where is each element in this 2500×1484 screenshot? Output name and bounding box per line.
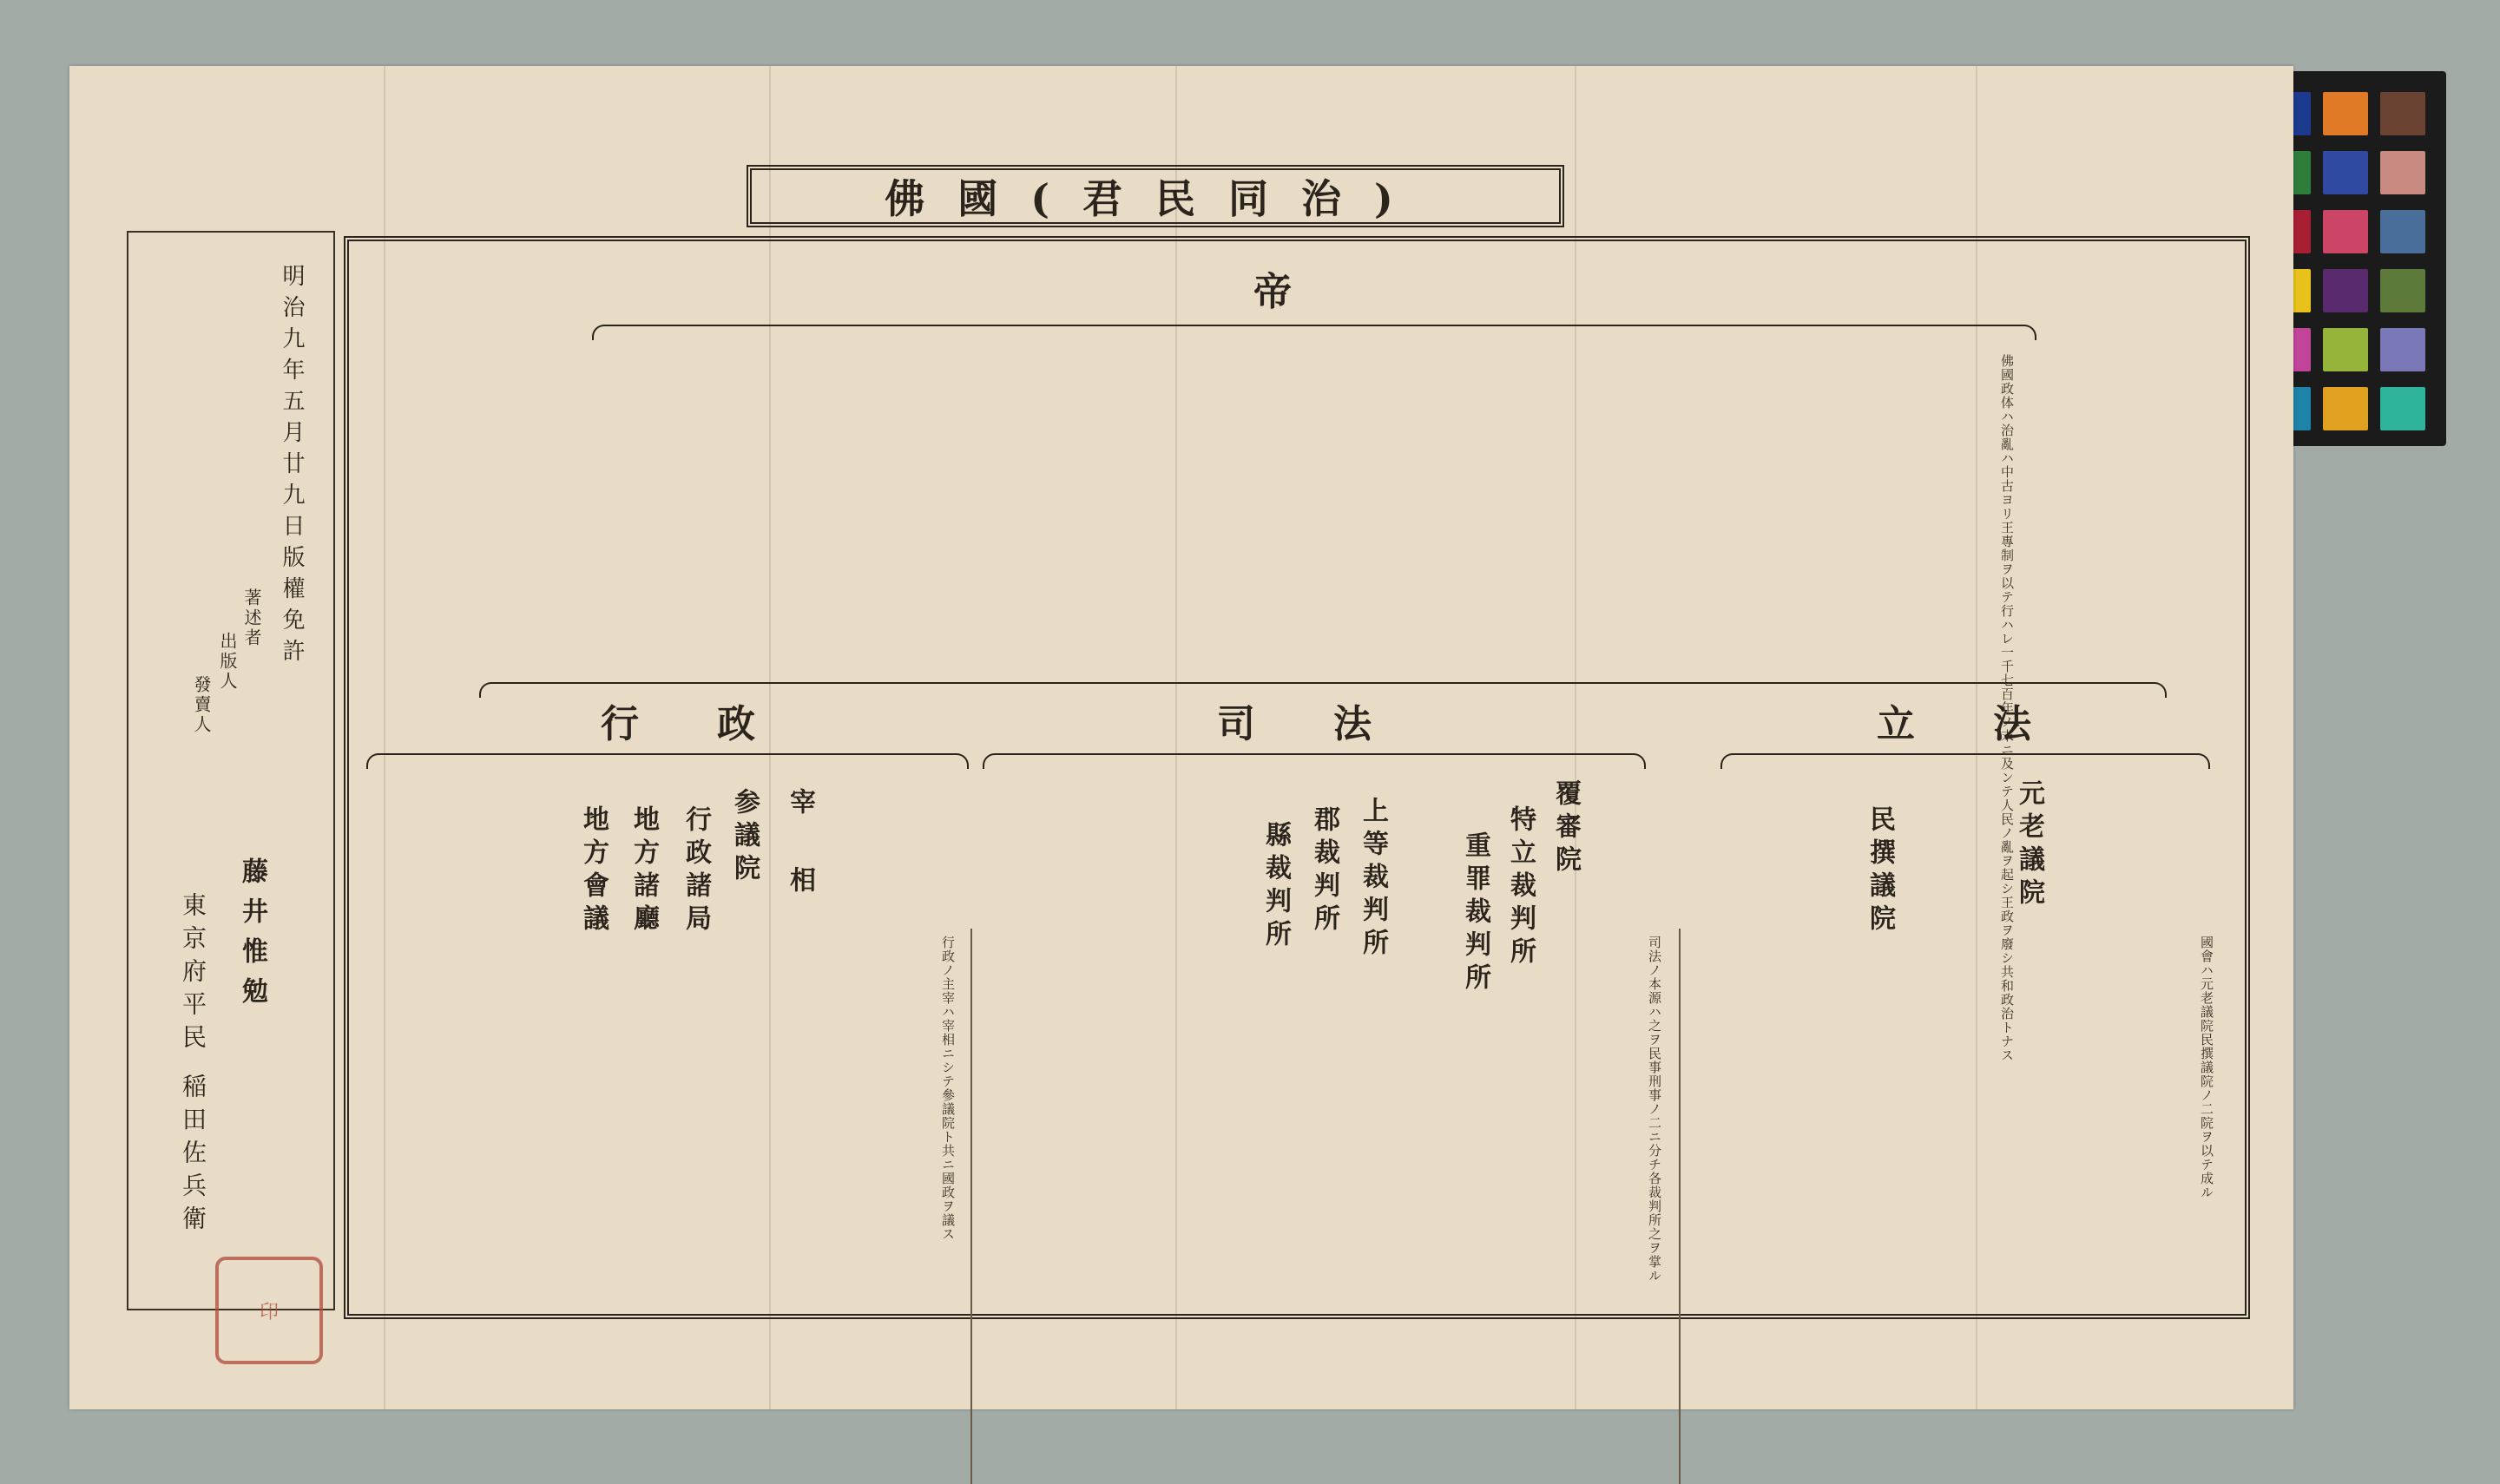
color-swatch: [2323, 210, 2368, 253]
inst-court-cassation: 覆審院: [1550, 779, 1581, 878]
section-divider: [1679, 929, 1681, 1484]
role-author: 著述者: [241, 588, 262, 648]
color-swatch: [2323, 387, 2368, 430]
branch-judicial: 司法: [1217, 702, 1450, 746]
inst-senate: 元老議院: [2014, 779, 2044, 911]
publication-panel: [127, 231, 335, 1323]
color-swatch: [2380, 151, 2425, 194]
publisher-name: 東京府平民 稲田佐兵衛: [179, 892, 207, 1238]
document-title: 佛國(君民同治): [885, 175, 1426, 222]
red-seal-stamp: 印: [215, 1257, 323, 1364]
inst-prime-minister: 宰相: [785, 788, 815, 944]
branch-legislative: 立法: [1877, 702, 2109, 746]
legislative-description: 國會ハ元老議院民撰議院ノ二院ヲ以テ成ル: [2199, 936, 2214, 1199]
inst-high-court: 上等裁判所: [1358, 797, 1388, 962]
color-swatch: [2323, 151, 2368, 194]
executive-description: 行政ノ主宰ハ宰相ニシテ參議院ト共ニ國政ヲ議ス: [940, 936, 956, 1241]
inst-local-offices: 地方諸廳: [628, 805, 659, 937]
color-swatch: [2380, 269, 2425, 312]
publication-date: 明治九年五月廿九日版權免許: [279, 264, 305, 670]
color-swatch: [2380, 328, 2425, 371]
inst-special-court: 特立裁判所: [1505, 805, 1536, 970]
color-swatch: [2323, 328, 2368, 371]
executive-bracket: [366, 753, 969, 769]
color-swatch: [2380, 210, 2425, 253]
inst-local-assembly: 地方會議: [578, 805, 609, 937]
inst-admin-bureaus: 行政諸局: [681, 805, 711, 937]
inst-council: 参議院: [729, 788, 760, 887]
color-swatch: [2323, 269, 2368, 312]
apex-heading: 帝: [1253, 270, 1292, 314]
color-swatch: [2380, 387, 2425, 430]
judicial-bracket: [983, 753, 1646, 769]
role-publisher: 出版人: [217, 632, 238, 692]
document-title-box: [747, 165, 1564, 227]
inst-house: 民撰議院: [1865, 805, 1895, 937]
legislative-bracket: [1720, 753, 2210, 769]
role-seller: 發賣人: [191, 675, 212, 735]
government-chart-frame: [344, 236, 2250, 1319]
inst-county-court: 郡裁判所: [1309, 805, 1339, 937]
branch-executive: 行政: [601, 702, 833, 746]
inst-criminal-court: 重罪裁判所: [1460, 831, 1490, 996]
section-divider: [970, 929, 972, 1484]
inst-prefecture-court: 縣裁判所: [1260, 821, 1291, 953]
apex-description: 佛國政体ハ治亂ハ中古ヨリ王專制ヲ以テ行ハレ一千七百年ノ末ニ及ンテ人民ノ亂ヲ起シ王政ヲ廢シ共和政治トナス: [1999, 354, 2015, 1062]
document-sheet: [69, 66, 2293, 1409]
judicial-description: 司法ノ本源ハ之ヲ民事刑事ノ二ニ分チ各裁判所之ヲ掌ル: [1647, 936, 1662, 1283]
apex-bracket: [592, 325, 2036, 340]
author-name: 藤井惟勉: [237, 857, 267, 1017]
color-swatch: [2323, 92, 2368, 135]
color-swatch: [2380, 92, 2425, 135]
